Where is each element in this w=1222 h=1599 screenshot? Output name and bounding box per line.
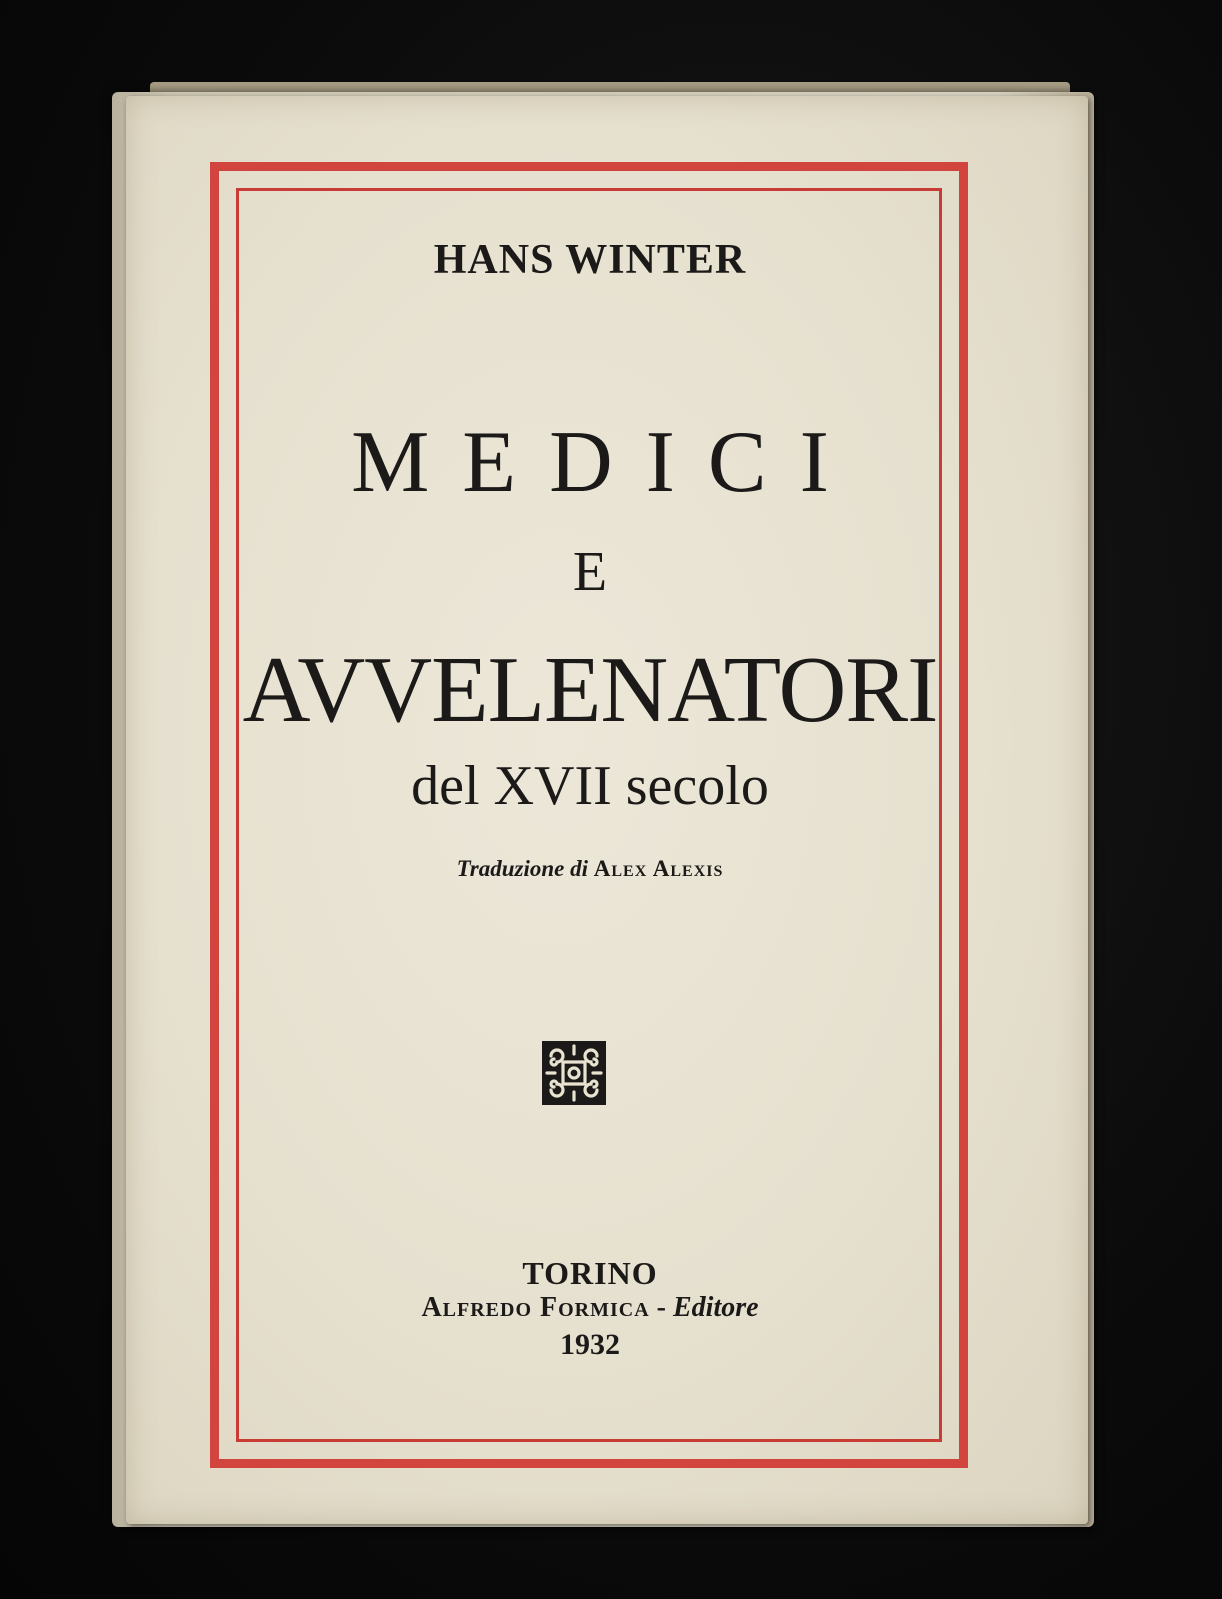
- author-name: HANS WINTER: [433, 237, 747, 283]
- publisher-separator: -: [649, 1292, 673, 1323]
- translator-prefix: Traduzione di: [456, 856, 594, 881]
- title-line-1: MEDICI: [351, 414, 862, 511]
- celtic-knot-ornament-icon: [541, 1040, 607, 1106]
- title-line-3: AVVELENATORI: [242, 638, 938, 742]
- subtitle: del XVII secolo: [411, 755, 769, 817]
- publisher-role: Editore: [672, 1292, 759, 1323]
- publication-year: 1932: [560, 1328, 620, 1361]
- translator-name: Alex Alexis: [593, 856, 724, 881]
- translator-credit: [240, 856, 940, 882]
- publication-city: TORINO: [522, 1255, 658, 1291]
- publisher-line: [240, 1292, 940, 1324]
- publisher-name: Alfredo Formica: [421, 1292, 650, 1323]
- title-line-2: E: [572, 541, 608, 603]
